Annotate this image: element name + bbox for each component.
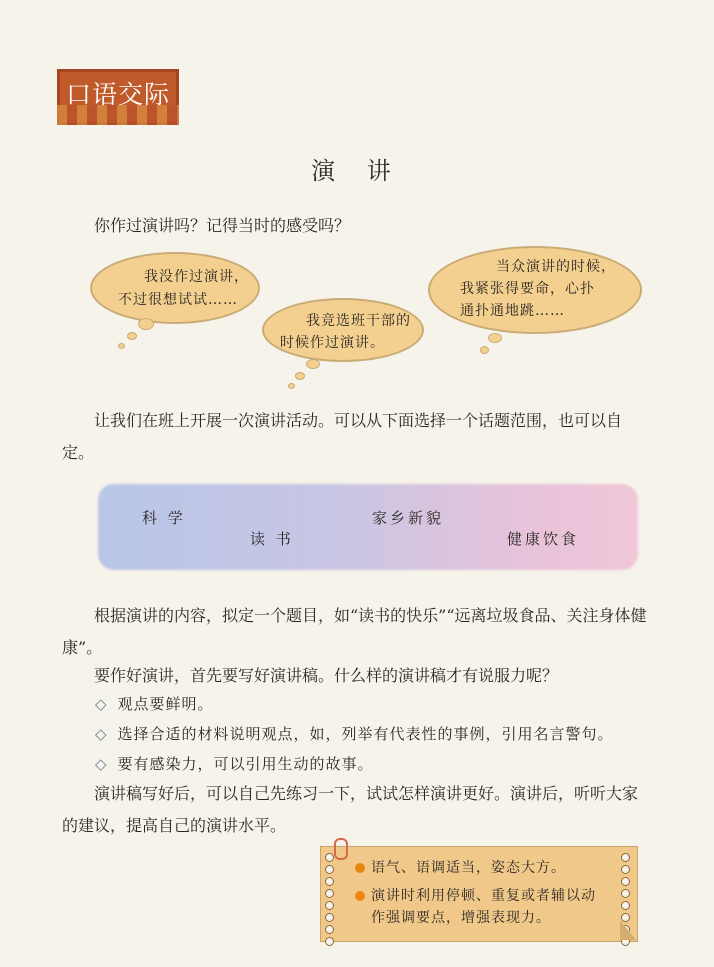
practice-paragraph: 演讲稿写好后，可以自己先练习一下，试试怎样演讲更好。演讲后，听听大家的建议，提高自己的演讲水平。 xyxy=(62,784,639,835)
bullet-dot-icon xyxy=(355,863,365,873)
bullet-text-2: 选择合适的材料说明观点，如，列举有代表性的事例，引用名言警句。 xyxy=(117,725,614,743)
diamond-icon: ◇ xyxy=(95,725,108,743)
topic-healthy-eating: 健康饮食 xyxy=(507,530,580,548)
diamond-icon: ◇ xyxy=(95,695,108,713)
topic-science: 科 学 xyxy=(142,509,186,527)
bubble-3-line-1: 当众演讲的时候， xyxy=(496,259,616,275)
bubble-1-line-2: 不过很想试试…… xyxy=(118,292,238,308)
topic-reading: 读 书 xyxy=(250,530,294,548)
bubble-2-line-1: 我竞选班干部的 xyxy=(306,313,411,329)
bubble-2-line-2: 时候作过演讲。 xyxy=(280,335,385,351)
diamond-icon: ◇ xyxy=(95,755,108,773)
section-tag xyxy=(57,69,179,125)
bullet-text-1: 观点要鲜明。 xyxy=(117,695,214,713)
tips-card xyxy=(320,846,638,942)
bubble-1-dot xyxy=(127,332,137,340)
tip-2-cont: 作强调要点，增强表现力。 xyxy=(371,910,551,926)
tip-2-line-1: 演讲时利用停顿、重复或者辅以动 xyxy=(371,888,596,904)
bubble-3-dot xyxy=(480,346,489,354)
topic-hometown: 家乡新貌 xyxy=(372,509,445,527)
thought-bubble-1 xyxy=(90,252,260,324)
bubble-2-dot xyxy=(295,372,305,380)
bubble-2-dot xyxy=(306,359,320,369)
bubble-3-line-3: 通扑通地跳…… xyxy=(460,303,565,319)
bubble-3-line-2: 我紧张得要命，心扑 xyxy=(460,281,595,297)
bullet-item-3 xyxy=(95,752,374,776)
bubble-1-dot xyxy=(138,318,154,330)
tip-1 xyxy=(355,857,566,879)
paperclip-icon xyxy=(334,838,348,860)
bullet-item-1 xyxy=(95,692,214,716)
section-tag-label: 口语交际 xyxy=(65,80,170,109)
bubble-1-dot xyxy=(118,343,125,349)
bullet-text-3: 要有感染力，可以引用生动的故事。 xyxy=(117,755,374,773)
tip-2 xyxy=(355,885,596,907)
bubble-3-dot xyxy=(488,333,502,343)
bullet-item-2 xyxy=(95,722,614,746)
page-fold-corner xyxy=(620,920,636,940)
thought-bubble-3 xyxy=(428,246,642,334)
tip-1-text: 语气、语调适当，姿态大方。 xyxy=(371,860,566,876)
binder-holes-left xyxy=(325,853,337,933)
bubble-2-dot xyxy=(288,383,295,389)
title-paragraph: 根据演讲的内容，拟定一个题目，如“读书的快乐”“远离垃圾食品、关注身体健康”。 xyxy=(62,606,647,657)
thought-bubble-2 xyxy=(262,298,424,362)
bubble-1-line-1: 我没作过演讲， xyxy=(144,269,249,285)
activity-paragraph: 让我们在班上开展一次演讲活动。可以从下面选择一个话题范围，也可以自定。 xyxy=(62,411,623,462)
bullet-dot-icon xyxy=(355,891,365,901)
draft-paragraph: 要作好演讲，首先要写好演讲稿。什么样的演讲稿才有说服力呢？ xyxy=(94,666,559,685)
page-title: 演 讲 xyxy=(311,157,403,185)
intro-question: 你作过演讲吗？记得当时的感受吗？ xyxy=(94,216,351,235)
